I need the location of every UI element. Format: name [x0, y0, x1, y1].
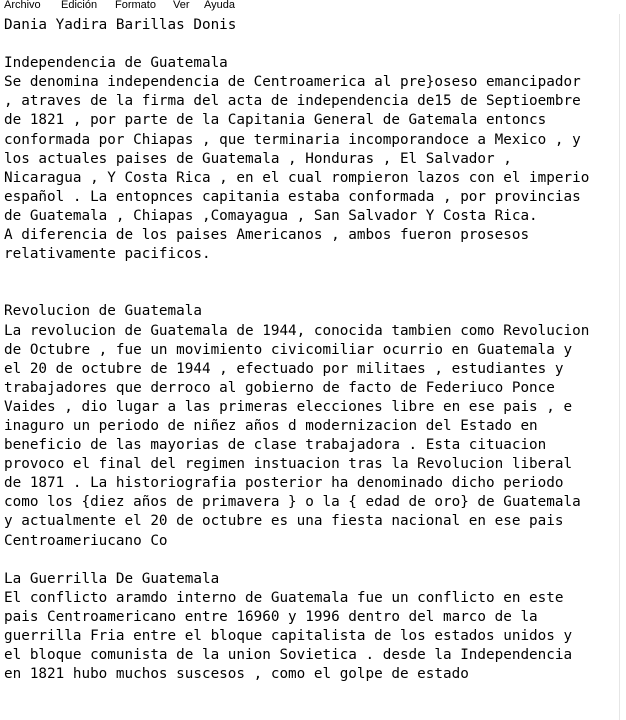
document-line: guerrilla Fria entre el bloque capitalista de los estados unidos y	[4, 628, 573, 644]
menu-ayuda[interactable]: Ayuda	[204, 0, 235, 11]
document-line	[4, 551, 589, 570]
menu-archivo[interactable]: Archivo	[4, 0, 41, 11]
document-line: beneficio de las mayorias de clase trabajadora . Esta cituacion	[4, 437, 547, 454]
document-line: , atraves de la firma del acta de independencia de15 de Septioembre	[4, 93, 581, 110]
menu-bar	[0, 0, 626, 14]
document-line: Centroameriucano Co	[4, 532, 168, 549]
document-line: La revolucion de Guatemala de 1944, conocida tambien como Revolucion	[4, 322, 590, 339]
document-line: de 1821 , por parte de la Capitania General de Gatemala entoncs	[4, 112, 547, 129]
document-line: de Guatemala , Chiapas ,Comayagua , San Salvador Y Costa Rica.	[4, 207, 538, 224]
document-line: inaguro un periodo de niñez años d modernizacion del Estado en	[4, 417, 538, 434]
document-line: de Octubre , fue un movimiento civicomiliar ocurrio en Guatemala y	[4, 341, 573, 358]
document-text[interactable]	[4, 16, 589, 684]
document-line: el bloque comunista de la union Sovietica . desde la Independencia	[4, 647, 573, 664]
document-line: Revolucion de Guatemala	[4, 303, 202, 320]
document-line: relativamente pacificos.	[4, 246, 211, 263]
document-line: español . La entopnces capitania estaba conformada , por provincias	[4, 188, 581, 205]
document-line	[4, 264, 589, 283]
vertical-scrollbar[interactable]	[619, 14, 626, 720]
document-line: Dania Yadira Barillas Donis	[4, 17, 237, 33]
document-line	[4, 35, 589, 54]
document-line: conformada por Chiapas , que terminaria incomporandoce a Mexico , y	[4, 131, 581, 148]
document-line: Independencia de Guatemala	[4, 55, 228, 72]
document-line: El conflicto aramdo interno de Guatemala fue un conflicto en este	[4, 589, 564, 606]
document-line: Nicaragua , Y Costa Rica , en el cual rompieron lazos con el imperio	[4, 169, 590, 186]
document-line: de 1871 . La historiografia posterior ha denominado dicho periodo	[4, 475, 564, 492]
document-line: los actuales paises de Guatemala , Honduras , El Salvador ,	[4, 150, 512, 167]
document-line	[4, 283, 589, 302]
document-line: el 20 de octubre de 1944 , efectuado por militaes , estudiantes y	[4, 360, 564, 377]
document-line: y actualmente el 20 de octubre es una fiesta nacional en ese pais	[4, 513, 564, 530]
menu-formato[interactable]: Formato	[115, 0, 156, 11]
document-line: La Guerrilla De Guatemala	[4, 570, 220, 587]
document-line: trabajadores que derroco al gobierno de facto de Federiuco Ponce	[4, 379, 555, 396]
document-line: Se denomina independencia de Centroamerica al pre}oseso emancipador	[4, 74, 581, 91]
document-line: pais Centroamericano entre 16960 y 1996 dentro del marco de la	[4, 608, 538, 625]
text-editor-area[interactable]	[0, 14, 620, 720]
menu-edicion[interactable]: Edición	[61, 0, 98, 11]
document-line: como los {diez años de primavera } o la { edad de oro} de Guatemala	[4, 494, 581, 511]
document-line: provoco el final del regimen instuacion tras la Revolucion liberal	[4, 456, 573, 473]
document-line: Vaides , dio lugar a las primeras elecciones libre en ese pais , e	[4, 398, 573, 415]
document-line: en 1821 hubo muchos suscesos , como el golpe de estado	[4, 666, 469, 683]
document-line: A diferencia de los paises Americanos , ambos fueron prosesos	[4, 227, 530, 244]
menu-ver[interactable]: Ver	[173, 0, 190, 11]
